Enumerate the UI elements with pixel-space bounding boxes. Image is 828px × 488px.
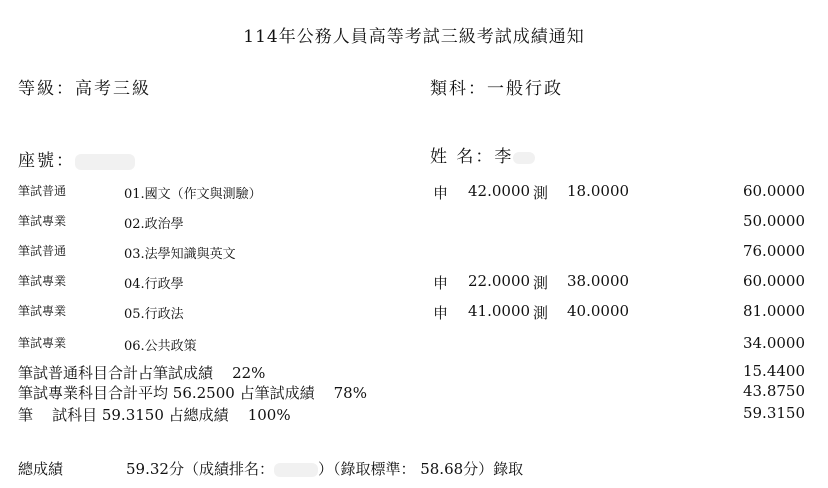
subject-type: 筆試專業 [18,304,67,318]
subject-name: 05.行政法 [124,307,184,322]
subject-total: 60.0000 [742,182,805,200]
summary-text: 筆試專業科目合計平均 56.2500 占筆試成績 78% [18,384,367,402]
seat-field [18,146,135,171]
subject-name: 02.政治學 [124,217,184,232]
name-field [430,142,535,167]
shen-score: 41.0000 [468,302,531,320]
category-label: 類科： [430,79,487,99]
level-label: 等級： [18,79,75,99]
shen-mark: 申 [433,184,449,202]
name-label: 姓 名： [430,147,495,167]
shen-mark: 申 [433,274,449,292]
subject-total: 60.0000 [742,272,805,290]
name-value: 李 [494,147,514,167]
subject-name: 04.行政學 [124,277,184,292]
subject-type: 筆試專業 [18,214,67,228]
rank-redacted [274,463,318,477]
subject-type: 筆試專業 [18,274,67,288]
final-score: 59.32分（成績排名： [126,460,274,478]
seat-label: 座號： [18,151,75,171]
category-field [430,74,563,99]
subject-total: 34.0000 [742,334,805,352]
ce-score: 40.0000 [567,302,630,320]
subject-type: 筆試普通 [18,244,67,258]
subject-total: 81.0000 [742,302,805,320]
summary-value: 59.3150 [742,404,805,422]
final-close: ）（錄取標準： 58.68分）錄取 [317,460,524,478]
level-field [18,74,151,99]
subject-type: 筆試普通 [18,184,67,198]
subject-name: 03.法學知識與英文 [124,247,236,262]
subject-total: 50.0000 [742,212,805,230]
shen-score: 22.0000 [468,272,531,290]
summary-text: 筆 試科目 59.3150 占總成績 100% [18,406,291,424]
summary-value: 43.8750 [742,382,805,400]
name-redacted [513,152,535,164]
ce-mark: 測 [533,304,549,322]
shen-score: 42.0000 [468,182,531,200]
ce-score: 38.0000 [567,272,630,290]
ce-score: 18.0000 [567,182,630,200]
level-value: 高考三級 [75,79,151,99]
page-title: 114年公務人員高等考試三級考試成績通知 [243,27,585,47]
summary-value: 15.4400 [742,362,805,380]
ce-mark: 測 [533,274,549,292]
subject-total: 76.0000 [742,242,805,260]
shen-mark: 申 [433,304,449,322]
seat-redacted [75,154,135,170]
ce-mark: 測 [533,184,549,202]
summary-text: 筆試普通科目合計占筆試成績 22% [18,364,266,382]
category-value: 一般行政 [487,79,563,99]
final-label: 總成績 [18,460,64,478]
final-result [18,458,523,479]
subject-name: 01.國文（作文與測驗） [124,187,262,202]
subject-name: 06.公共政策 [124,339,197,354]
subject-type: 筆試專業 [18,336,67,350]
